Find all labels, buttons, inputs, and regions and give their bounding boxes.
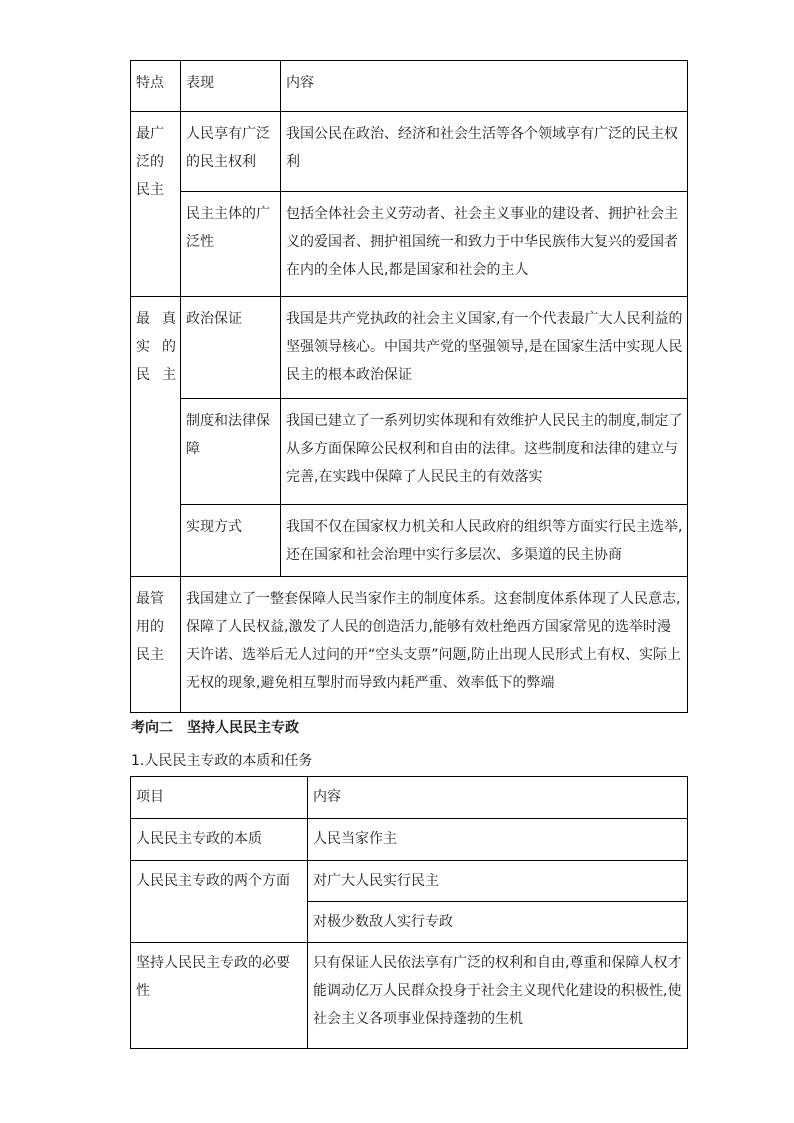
header-feature: 特点 [131, 61, 181, 112]
aspect-cell: 政治保证 [181, 297, 281, 399]
feature-most-useful-democracy: 最管用的民主 [131, 577, 181, 713]
section-heading: 考向二 坚持人民民主专政 [131, 720, 299, 736]
content-cell: 对广大人民实行民主 [308, 861, 688, 902]
content-cell: 我国已建立了一系列切实体现和有效维护人民民主的制度,制定了从多方面保障公民权利和自由的法律。这些制度和法律的建立与完善,在实践中保障了人民民主的有效落实 [281, 399, 688, 505]
table-row [131, 192, 688, 297]
feature-truest-democracy: 最真实的民主 [131, 297, 181, 577]
table-row [131, 577, 688, 713]
dictatorship-table [130, 776, 688, 1049]
aspect-cell: 人民享有广泛的民主权利 [181, 112, 281, 192]
table-row [131, 505, 688, 577]
item-cell: 坚持人民民主专政的必要性 [131, 943, 308, 1049]
table-row [131, 819, 688, 861]
aspect-cell: 制度和法律保障 [181, 399, 281, 505]
content-cell: 我国是共产党执政的社会主义国家,有一个代表最广大人民利益的坚强领导核心。中国共产党的坚强领导,是在国家生活中实现人民民主的根本政治保证 [281, 297, 688, 399]
aspect-cell: 实现方式 [181, 505, 281, 577]
header-item: 项目 [131, 777, 308, 819]
table-row [131, 943, 688, 1049]
aspect-cell: 民主主体的广泛性 [181, 192, 281, 297]
feature-broadest-democracy: 最广泛的民主 [131, 112, 181, 297]
header-content: 内容 [308, 777, 688, 819]
table-header-row [131, 61, 688, 112]
table-row [131, 861, 688, 902]
democracy-features-table [130, 60, 688, 713]
content-cell: 包括全体社会主义劳动者、社会主义事业的建设者、拥护社会主义的爱国者、拥护祖国统一和致力于中华民族伟大复兴的爱国者在内的全体人民,都是国家和社会的主人 [281, 192, 688, 297]
content-cell: 我国公民在政治、经济和社会生活等各个领域享有广泛的民主权利 [281, 112, 688, 192]
item-cell: 人民民主专政的本质 [131, 819, 308, 861]
content-cell: 只有保证人民依法享有广泛的权利和自由,尊重和保障人权才能调动亿万人民群众投身于社会主义现代化建设的积极性,使社会主义各项事业保持蓬勃的生机 [308, 943, 688, 1049]
content-cell: 人民当家作主 [308, 819, 688, 861]
header-aspect: 表现 [181, 61, 281, 112]
table-row [131, 297, 688, 399]
item-cell: 人民民主专政的两个方面 [131, 861, 308, 943]
content-cell: 对极少数敌人实行专政 [308, 902, 688, 943]
section-subheading: 1.人民民主专政的本质和任务 [131, 753, 313, 769]
table-row [131, 399, 688, 505]
table-header-row [131, 777, 688, 819]
table-row [131, 112, 688, 192]
content-cell: 我国不仅在国家权力机关和人民政府的组织等方面实行民主选举,还在国家和社会治理中实行多层次、多渠道的民主协商 [281, 505, 688, 577]
content-cell: 我国建立了一整套保障人民当家作主的制度体系。这套制度体系体现了人民意志,保障了人民权益,激发了人民的创造活力,能够有效杜绝西方国家常见的选举时漫天许诺、选举后无人过问的开“空头支票”问题,防止出现人民形式上有权、实际上无权的现象,避免相互掣肘而导致内耗严重、效率低下的弊端 [181, 577, 688, 713]
header-content: 内容 [281, 61, 688, 112]
